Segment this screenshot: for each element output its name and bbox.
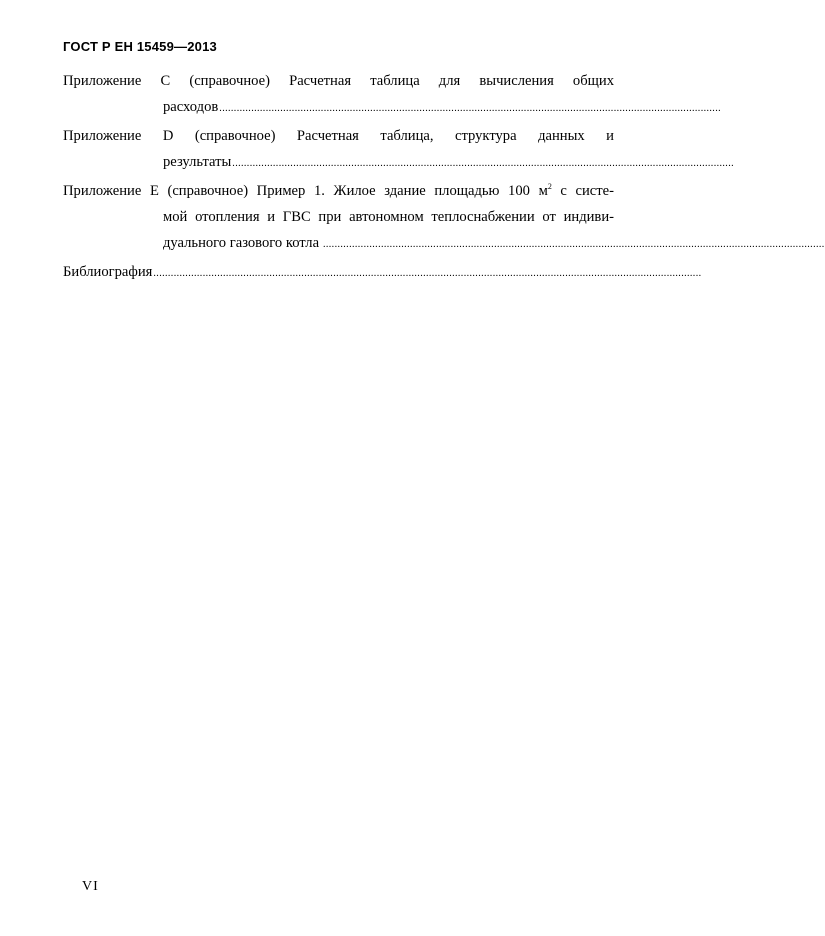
toc-entry-title-continued: дуального газового котла xyxy=(163,235,320,251)
toc-entry-title-continued: результаты xyxy=(163,154,232,170)
toc-entry-title-continued: мой отопления и ГВС при автономном теплоснабжении от индиви- xyxy=(163,209,614,225)
dot-leader: ............................................................................................................................................................................. xyxy=(232,158,734,169)
toc-entry-title: Приложение D (справочное) Расчетная таблица, структура данных и xyxy=(63,128,614,144)
toc-entry-title: Приложение Е (справочное) Пример 1. Жилое здание площадью 100 $м^2$ с систе- xyxy=(63,182,614,199)
superscript: 2 xyxy=(547,182,552,191)
dot-leader: ............................................................................................................................................................................. xyxy=(219,103,721,114)
toc-entry-title-continued: расходов xyxy=(163,99,219,115)
dot-leader: ............................................................................................................................................................................................. xyxy=(153,268,702,279)
toc-entry-appendix-e[interactable] xyxy=(63,178,825,256)
table-of-contents xyxy=(63,68,825,285)
toc-entry-bibliography[interactable] xyxy=(63,259,702,285)
toc-entry-title: Приложение С (справочное) Расчетная таблица для вычисления общих xyxy=(63,73,614,89)
toc-entry-title: Библиография xyxy=(63,264,153,280)
toc-entry-appendix-d[interactable] xyxy=(63,123,734,175)
toc-entry-appendix-c[interactable] xyxy=(63,68,721,120)
dot-leader: ............................................................................................................................................................................. xyxy=(320,239,825,250)
page-number: VI xyxy=(82,879,99,894)
document-code: ГОСТ Р ЕН 15459—2013 xyxy=(63,39,217,54)
